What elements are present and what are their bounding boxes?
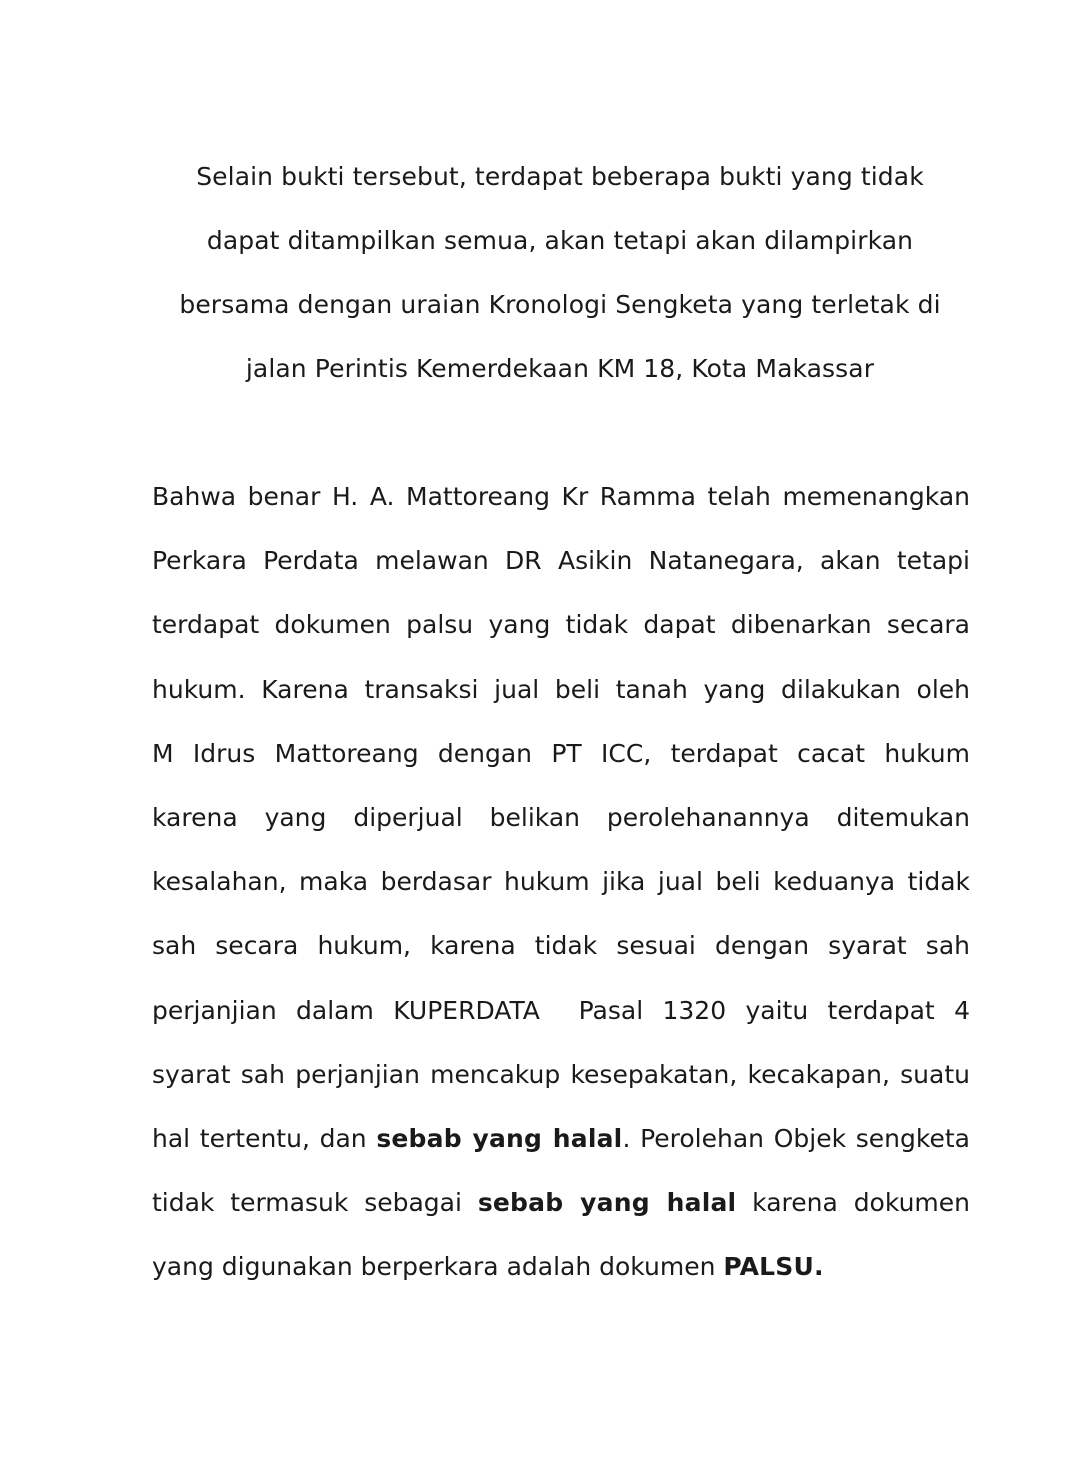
body-text: hal tertentu, dan	[152, 1124, 377, 1154]
body-text: karena dokumen	[736, 1188, 970, 1218]
intro-line: Selain bukti tersebut, terdapat beberapa bukti yang tidak	[196, 162, 924, 191]
intro-line: jalan Perintis Kemerdekaan KM 18, Kota Makassar	[245, 354, 875, 383]
intro-line: dapat ditampilkan semua, akan tetapi akan dilampirkan	[206, 226, 914, 255]
body-text: yang digunakan berperkara adalah dokumen	[152, 1252, 724, 1282]
body-line: Perkara Perdata melawan DR Asikin Natanegara, akan tetapi	[152, 546, 970, 576]
body-line	[152, 1171, 970, 1235]
body-text: . Perolehan Objek sengketa	[622, 1124, 970, 1154]
body-line: terdapat dokumen palsu yang tidak dapat dibenarkan secara	[152, 610, 970, 640]
intro-paragraph	[150, 145, 970, 401]
intro-line: bersama dengan uraian Kronologi Sengketa yang terletak di	[179, 290, 941, 319]
body-line	[152, 1107, 970, 1171]
body-paragraph	[152, 465, 970, 1300]
emphasis-text: sebab yang halal	[376, 1124, 623, 1154]
body-line	[152, 1235, 970, 1299]
emphasis-text: PALSU.	[723, 1252, 824, 1282]
body-line: perjanjian dalam KUPERDATA Pasal 1320 yaitu terdapat 4	[152, 995, 970, 1025]
body-line: Bahwa benar H. A. Mattoreang Kr Ramma telah memenangkan	[152, 482, 970, 511]
emphasis-text: sebab yang halal	[477, 1188, 737, 1218]
body-text: tidak termasuk sebagai	[152, 1188, 478, 1218]
body-line: syarat sah perjanjian mencakup kesepakatan, kecakapan, suatu	[152, 1059, 970, 1089]
body-line: kesalahan, maka berdasar hukum jika jual beli keduanya tidak	[152, 867, 970, 897]
body-line: karena yang diperjual belikan perolehanannya ditemukan	[152, 803, 970, 833]
body-line: hukum. Karena transaksi jual beli tanah yang dilakukan oleh	[152, 674, 970, 704]
body-line: sah secara hukum, karena tidak sesuai dengan syarat sah	[152, 931, 970, 961]
body-line: M Idrus Mattoreang dengan PT ICC, terdapat cacat hukum	[152, 738, 970, 768]
